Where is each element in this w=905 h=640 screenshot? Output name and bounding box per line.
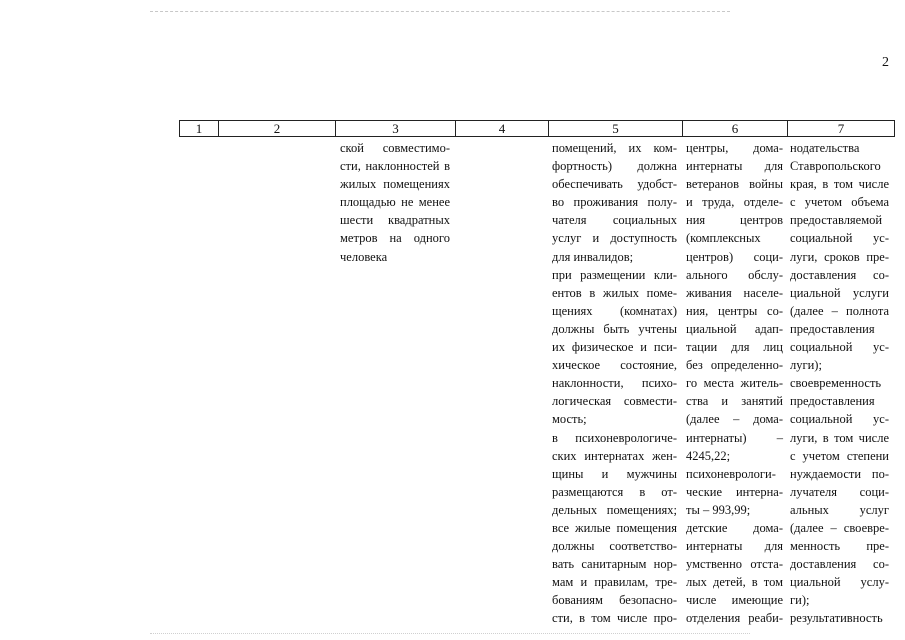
text-line: Ставропольского [790, 159, 881, 174]
header-cell-4: 4 [455, 120, 549, 137]
text-line: числе имеющие [686, 593, 783, 608]
text-line: в психоневрологиче- [552, 430, 677, 445]
text-line: щениях (комнатах) [552, 303, 677, 318]
text-line: предоставления [790, 394, 875, 409]
text-line: чателя социальных [552, 213, 677, 228]
text-line: вать санитарным нор- [552, 557, 677, 572]
text-line: центры, дома- [686, 141, 783, 155]
text-line: менность пре- [790, 539, 889, 554]
text-line: детские дома- [686, 520, 783, 535]
text-line: альных услуг [790, 502, 889, 517]
text-line: бованиям безопасно- [552, 593, 677, 608]
text-line: во проживания полу- [552, 195, 677, 210]
text-line: метров на одного [340, 231, 450, 246]
text-line: края, в том числе [790, 177, 889, 192]
column-3-text [340, 139, 450, 266]
text-line: хическое состояние, [552, 358, 677, 373]
text-line: нуждаемости по- [790, 466, 889, 481]
text-line: ги); [790, 593, 810, 608]
text-line: социальной ус- [790, 412, 889, 427]
text-line: ветеранов войны [686, 177, 783, 192]
text-line: и труда, отделе- [686, 195, 783, 210]
text-line: с учетом степени [790, 448, 889, 463]
text-line: ния, центры со- [686, 303, 783, 318]
text-line: живания населе- [686, 285, 783, 300]
text-line: ния центров [686, 213, 783, 228]
text-line: луги); [790, 358, 822, 373]
text-line: обеспечивать удобст- [552, 177, 677, 192]
text-line: ских интернатах жен- [552, 448, 677, 463]
text-line: циальной услу- [790, 575, 889, 590]
text-line: отделения реаби- [686, 611, 783, 626]
text-line: доставления со- [790, 557, 889, 572]
text-line: ства и занятий [686, 394, 783, 409]
text-line: сти, в том числе про- [552, 611, 677, 626]
header-cell-2: 2 [218, 120, 336, 137]
text-line: для инвалидов; [552, 249, 634, 264]
text-line: центров) соци- [686, 249, 783, 264]
header-cell-6: 6 [682, 120, 788, 137]
text-line: наклонности, психо- [552, 376, 677, 391]
text-line: сти, наклонностей в [340, 159, 450, 174]
text-line: интернаты для [686, 159, 783, 174]
text-line: (далее – полнота [790, 303, 889, 318]
text-line: без определенно- [686, 358, 783, 373]
header-cell-1: 1 [179, 120, 219, 137]
scan-artifact-top [150, 11, 730, 12]
text-line: луги, сроков пре- [790, 249, 889, 264]
text-line: лучателя соци- [790, 484, 889, 499]
text-line: площадью не менее [340, 195, 450, 210]
text-line: фортность) должна [552, 159, 677, 174]
text-line: луги, в том числе [790, 430, 889, 445]
text-line: при размещении кли- [552, 267, 677, 282]
header-cell-7: 7 [787, 120, 895, 137]
text-line: умственно отста- [686, 557, 783, 572]
text-line: с учетом объема [790, 195, 889, 210]
text-line: (далее – дома- [686, 412, 783, 427]
text-line: социальной ус- [790, 340, 889, 355]
text-line: дельных помещениях; [552, 502, 677, 517]
text-line: ской совместимо- [340, 141, 450, 155]
text-line: интернаты) – [686, 430, 783, 445]
text-line: услуг и доступность [552, 231, 677, 246]
header-cell-5: 5 [548, 120, 683, 137]
text-line: должны соответство- [552, 539, 677, 554]
scan-artifact-bottom [150, 633, 750, 634]
text-line: помещений, их ком- [552, 141, 677, 155]
column-5-text [552, 139, 677, 628]
text-line: ческие интерна- [686, 484, 783, 499]
text-line: лых детей, в том [686, 575, 783, 590]
text-line: мость; [552, 412, 587, 427]
page-number: 2 [882, 55, 889, 70]
text-line: (далее – своевре- [790, 520, 889, 535]
text-line: должны быть учтены [552, 321, 677, 336]
text-line: предоставляемой [790, 213, 883, 228]
text-line: интернаты для [686, 539, 783, 554]
text-line: го места житель- [686, 376, 783, 391]
column-6-text [686, 139, 783, 628]
text-line: шести квадратных [340, 213, 450, 228]
text-line: нодательства [790, 141, 860, 155]
text-line: логическая совмести- [552, 394, 677, 409]
text-line: предоставления [790, 321, 875, 336]
text-line: их физическое и пси- [552, 340, 677, 355]
text-line: жилых помещениях [340, 177, 450, 192]
text-line: циальной услуги [790, 285, 889, 300]
text-line: своевременность [790, 376, 882, 391]
text-line: мам и правилам, тре- [552, 575, 677, 590]
text-line: (комплексных [686, 231, 761, 246]
header-cell-3: 3 [335, 120, 456, 137]
text-line: тации для лиц [686, 340, 783, 355]
text-line: размещаются в от- [552, 484, 677, 499]
text-line: щины и мужчины [552, 466, 677, 481]
text-line: ального обслу- [686, 267, 783, 282]
text-line: ты – 993,99; [686, 502, 751, 517]
text-line: человека [340, 249, 388, 264]
text-line: 4245,22; [686, 448, 731, 463]
text-line: циальной адап- [686, 321, 783, 336]
text-line: психоневрологи- [686, 466, 776, 481]
text-line: ентов в жилых поме- [552, 285, 677, 300]
text-line: все жилые помещения [552, 520, 677, 535]
text-line: социальной ус- [790, 231, 889, 246]
text-line: доставления со- [790, 267, 889, 282]
text-line: результативность [790, 611, 883, 626]
column-7-text [790, 139, 889, 628]
